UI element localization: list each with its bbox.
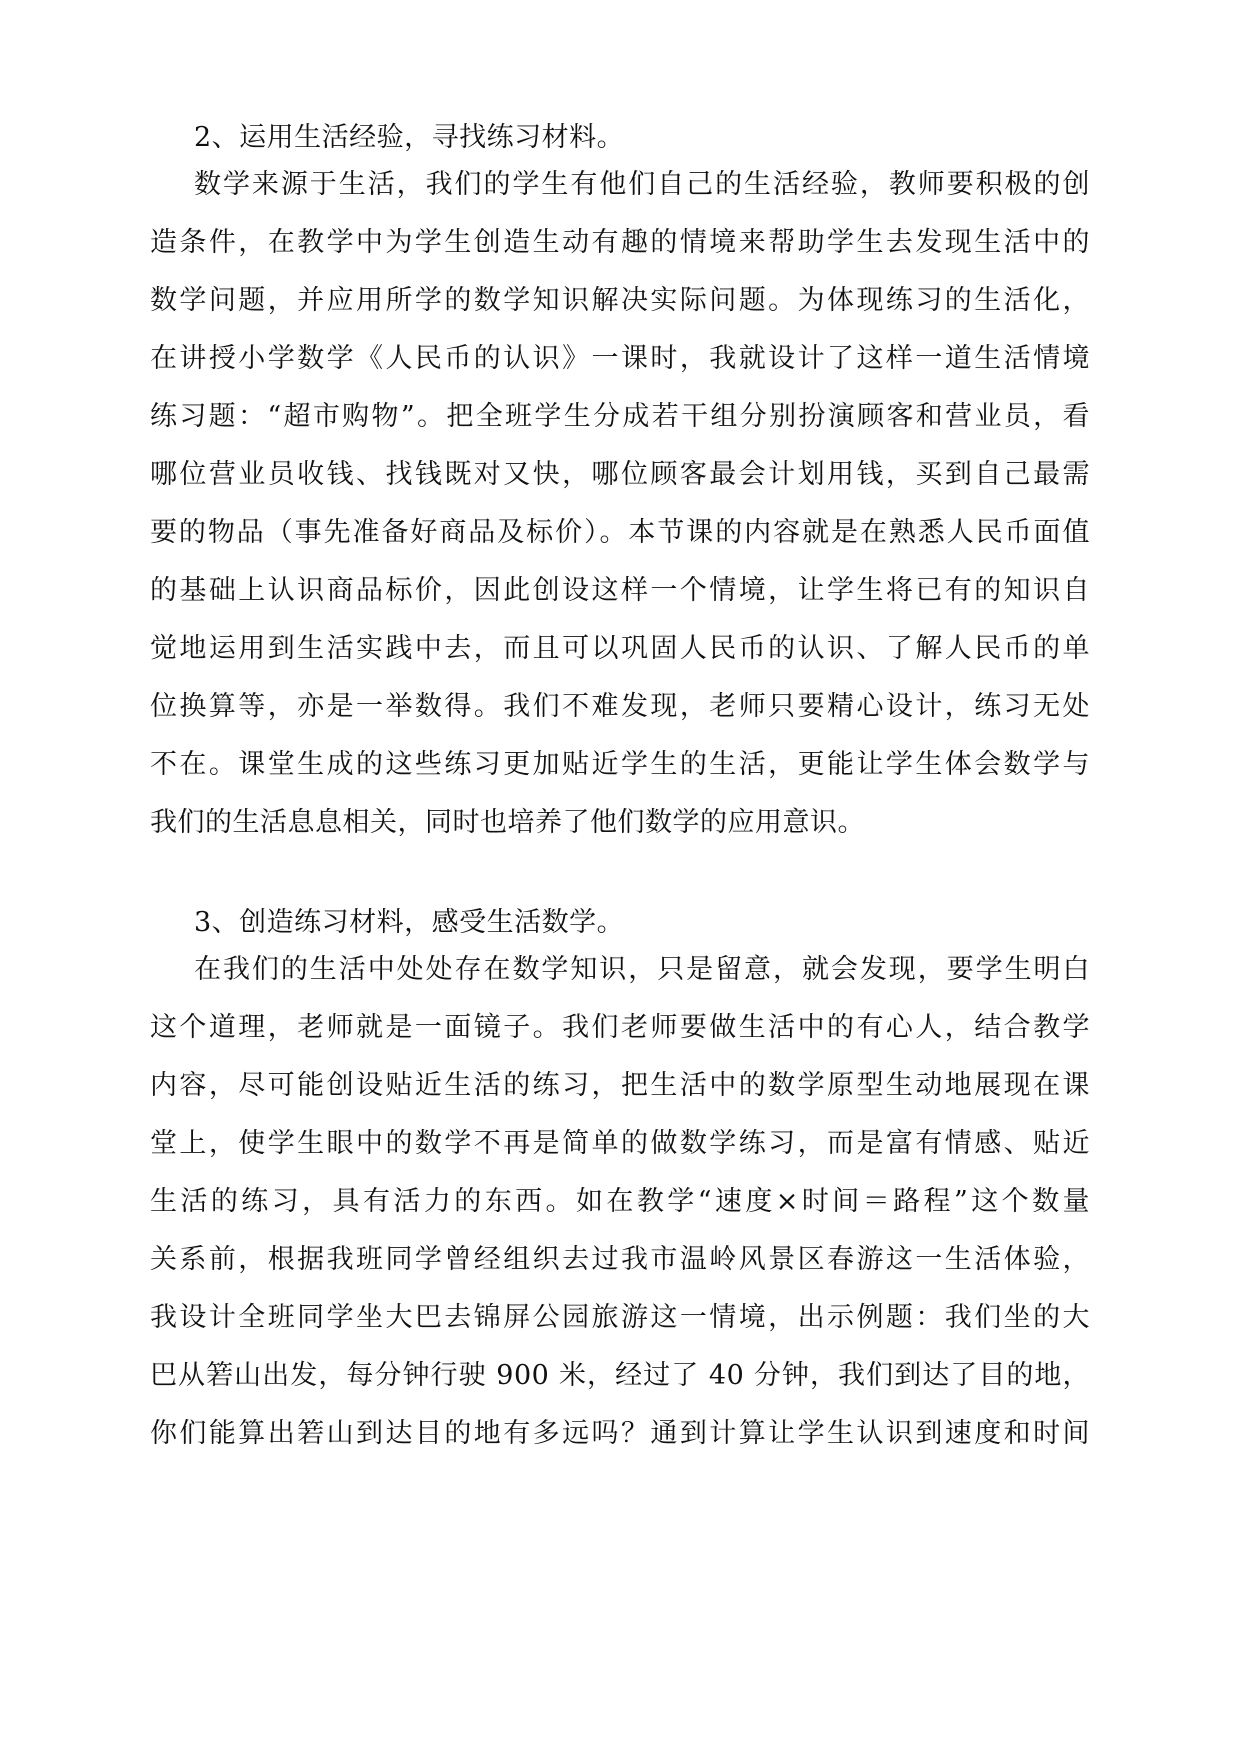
paragraph-line: 我设计全班同学坐大巴去锦屏公园旅游这一情境，出示例题：我们坐的大 bbox=[150, 1302, 1090, 1333]
paragraph-line: 巴从箬山出发，每分钟行驶 900 米，经过了 40 分钟，我们到达了目的地， bbox=[150, 1360, 1090, 1391]
section-heading: 2、运用生活经验，寻找练习材料。 bbox=[194, 122, 625, 153]
paragraph-line: 要的物品（事先准备好商品及标价）。本节课的内容就是在熟悉人民币面值 bbox=[150, 517, 1090, 548]
paragraph-line: 哪位营业员收钱、找钱既对又快，哪位顾客最会计划用钱，买到自己最需 bbox=[150, 459, 1090, 490]
paragraph-line: 在讲授小学数学《人民币的认识》一课时，我就设计了这样一道生活情境 bbox=[150, 343, 1090, 374]
section-heading: 3、创造练习材料，感受生活数学。 bbox=[194, 907, 625, 938]
paragraph-line: 数学问题，并应用所学的数学知识解决实际问题。为体现练习的生活化， bbox=[150, 285, 1090, 316]
paragraph-line: 在我们的生活中处处存在数学知识，只是留意，就会发现，要学生明白 bbox=[194, 954, 1090, 985]
paragraph-line: 这个道理，老师就是一面镜子。我们老师要做生活中的有心人，结合教学 bbox=[150, 1012, 1090, 1043]
paragraph-line: 内容，尽可能创设贴近生活的练习，把生活中的数学原型生动地展现在课 bbox=[150, 1070, 1090, 1101]
paragraph-line: 你们能算出箬山到达目的地有多远吗？通到计算让学生认识到速度和时间 bbox=[150, 1418, 1090, 1449]
paragraph-line: 生活的练习，具有活力的东西。如在教学“速度×时间＝路程”这个数量 bbox=[150, 1186, 1090, 1217]
paragraph-line: 位换算等，亦是一举数得。我们不难发现，老师只要精心设计，练习无处 bbox=[150, 691, 1090, 722]
paragraph-line: 堂上，使学生眼中的数学不再是简单的做数学练习，而是富有情感、贴近 bbox=[150, 1128, 1090, 1159]
paragraph-line: 我们的生活息息相关，同时也培养了他们数学的应用意识。 bbox=[150, 807, 865, 838]
paragraph-line: 的基础上认识商品标价，因此创设这样一个情境，让学生将已有的知识自 bbox=[150, 575, 1090, 606]
paragraph-line: 关系前，根据我班同学曾经组织去过我市温岭风景区春游这一生活体验， bbox=[150, 1244, 1090, 1275]
paragraph-line: 数学来源于生活，我们的学生有他们自己的生活经验，教师要积极的创 bbox=[194, 169, 1090, 200]
paragraph-line: 练习题：“超市购物”。把全班学生分成若干组分别扮演顾客和营业员，看 bbox=[150, 401, 1090, 432]
paragraph-line: 觉地运用到生活实践中去，而且可以巩固人民币的认识、了解人民币的单 bbox=[150, 633, 1090, 664]
paragraph-line: 不在。课堂生成的这些练习更加贴近学生的生活，更能让学生体会数学与 bbox=[150, 749, 1090, 780]
paragraph-line: 造条件，在教学中为学生创造生动有趣的情境来帮助学生去发现生活中的 bbox=[150, 227, 1090, 258]
